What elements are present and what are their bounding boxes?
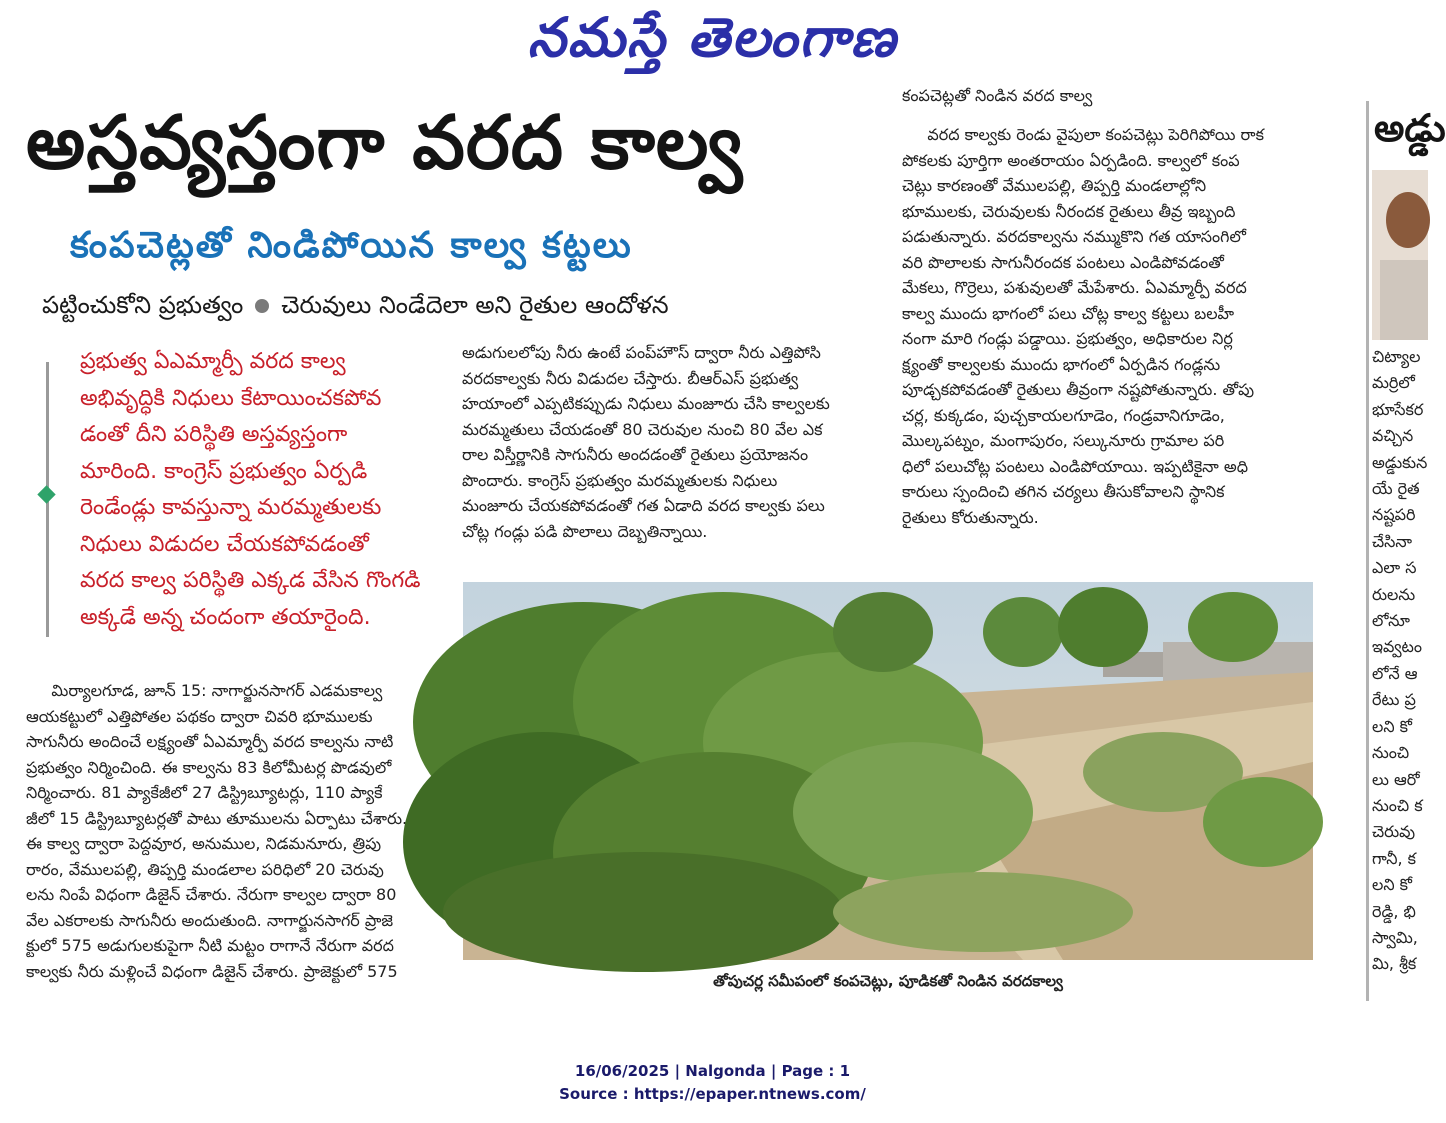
highlight-line: అక్కడే అన్న చందంగా తయారైంది. [80,604,371,630]
diamond-icon [37,485,55,503]
text-line: చిట్యాల [1372,347,1421,366]
photo-caption: తోపుచర్ల సమీపంలో కంపచెట్లు, పూడికతో నిండిన వరదకాల్వ [713,972,1063,990]
text-line: వరదకాల్వకు నీరు విడుదల చేస్తారు. బీఆర్‌ఎస్ ప్రభుత్వ [462,368,799,388]
footer-date-edition: 16/06/2025 | Nalgonda | Page : 1 [574,1062,851,1080]
text-line: కాల్వ ముందు భాగంలో పలు చోట్ల కాల్వ కట్టలు బలహీ [902,303,1235,323]
highlight-line: ప్రభుత్వ ఏఎమ్మార్పీ వరద కాల్వ [80,349,346,374]
text-line: గానీ, క [1372,848,1416,868]
text-line: కారులు స్పందించి తగిన చర్యలు తీసుకోవాలని స్థానిక [902,482,1225,501]
text-line: లను నింపే విధంగా డిజైన్ చేశారు. నేరుగా కాల్వల ద్వారా 80 [26,885,397,904]
text-line: మిర్యాలగూడ, జూన్ 15: నాగార్జునసాగర్ ఎడమకాల్వ [26,681,383,700]
text-line: జీలో 15 డిస్ట్రిబ్యూటర్లతో పాటు తూములను ఏర్పాటు చేశారు. [26,808,408,828]
highlight-box [80,344,440,636]
text-line: భూసేకర [1372,399,1424,419]
text-line: నష్టపరి [1372,505,1416,525]
kicker-left: పట్టించుకోని ప్రభుత్వం [42,291,244,319]
text-line: రారం, వేములపల్లి, తిప్పర్తి మండలాల పరిధిలో 20 చెరువు [26,859,384,879]
text-line: ఎలా స [1372,558,1417,578]
text-line: నిర్మించారు. 81 ప్యాకేజీలో 27 డిస్ట్రిబ్యూటర్లు, 110 ప్యాకే [26,783,383,802]
text-line: రెడ్డి, భి [1372,901,1416,921]
side-photo [1372,170,1428,340]
bullet-dot-icon [255,299,269,313]
canal-photo [463,582,1313,960]
clipped-subheading: కంపచెట్లతో నిండిన వరద కాల్వ [902,86,1093,105]
text-line: ఇవ్వటం [1372,637,1423,657]
page-footer [0,1060,1425,1106]
highlight-line: అభివృద్ధికి నిధులు కేటాయించకపోవ [80,385,382,411]
text-line: అడ్డుకున [1372,452,1428,472]
text-line: సాగునీరు అందించే లక్ష్యంతో ఏఎమ్మార్పీ వరద కాల్వను నాటి [26,732,394,751]
text-line: పోకలకు పూర్తిగా అంతరాయం ఏర్పడింది. కాల్వలో కంప [902,150,1240,170]
headline: అస్తవ్యస్తంగా వరద కాల్వ [26,100,744,186]
text-line: నంగా మారి గండ్లు పడ్డాయి. ప్రభుత్వం, అధికారుల నిర్ల [902,329,1233,348]
article-column-1 [26,678,438,984]
subheadline: కంపచెట్లతో నిండిపోయిన కాల్వ కట్టలు [70,225,633,266]
person-photo-illustration [1372,170,1428,340]
text-line: మొల్కపట్నం, మంగాపురం, సల్కునూరు గ్రామాల పరి [902,431,1225,450]
text-line: స్వామి, [1372,927,1418,947]
text-line: చోట్ల గండ్లు పడి పొలాలు దెబ్బతిన్నాయి. [462,521,708,541]
text-line: వేల ఎకరాలకు సాగునీరు అందుతుంది. నాగార్జునసాగర్ ప్రాజె [26,910,394,930]
text-line: వరి పొలాలకు సాగునీరందక పంటలు ఎండిపోవడంతో [902,252,1224,272]
masthead-logo: నమస్తే తెలంగాణ [527,6,898,69]
kicker [42,291,882,325]
article-column-2 [462,340,876,544]
text-line: భూములకు, చెరువులకు నీరందక రైతులు తీవ్ర ఇబ్బంది [902,201,1236,221]
text-line: మేకలు, గొర్రెలు, పశువులతో మేపేశారు. ఏఎమ్మార్పీ వరద [902,278,1247,297]
text-line: లని కో [1372,716,1413,736]
text-line: ఆయకట్టులో ఎత్తిపోతల పథకం ద్వారా చివరి భూములకు [26,706,373,726]
footer-source: Source : https://epaper.ntnews.com/ [559,1085,866,1103]
text-line: చర్ల, కుక్కడం, పుచ్చకాయలగూడెం, గండ్రవానిగూడెం, [902,405,1225,425]
highlight-line: మారింది. కాంగ్రెస్ ప్రభుత్వం ఏర్పడి [80,458,368,484]
text-line: క్టులో 575 అడుగులకుపైగా నీటి మట్టం రాగానే నేరుగా వరద [26,936,394,955]
text-line: నుంచి [1372,743,1410,763]
text-line: పొందారు. కాంగ్రెస్ ప్రభుత్వం మరమ్మతులకు నిధులు [462,470,778,490]
text-line: వరద కాల్వకు రెండు వైపులా కంపచెట్లు పెరిగిపోయి రాక [902,125,1265,144]
side-column-text [1372,344,1432,1004]
text-line: మరమ్మతులు చేయడంతో 80 చెరువుల నుంచి 80 వేల ఎక [462,419,823,439]
text-line: రాల విస్తీర్ణానికి సాగునీరు అందడంతో రైతులు ప్రయోజనం [462,445,809,464]
text-line: అడుగులలోపు నీరు ఉంటే పంప్‌హౌస్ ద్వారా నీరు ఎత్తిపోసి [462,343,821,362]
text-line: లోనే ఆ [1372,663,1418,683]
text-line: నుంచి క [1372,795,1423,815]
side-column-rule [1366,101,1369,1001]
text-line: రులను [1372,584,1416,604]
side-headline: అడ్డు [1374,106,1446,150]
text-line: చెరువు [1372,822,1416,842]
text-line: ఈ కాల్వ ద్వారా పెద్దవూర, అనుముల, నిడమనూరు, త్రిపు [26,834,382,853]
text-line: లని కో [1372,875,1413,895]
text-line: వచ్చిన [1372,426,1414,446]
highlight-line: రెండేండ్లు కావస్తున్నా మరమ్మతులకు [80,495,382,520]
text-line: చెట్లు కారణంతో వేములపల్లి, తిప్పర్తి మండలాల్లోని [902,176,1207,195]
canal-photo-illustration [463,582,1313,960]
text-line: ధిలో పలుచోట్ల పంటలు ఎండిపోయాయి. ఇప్పటికైనా అధి [902,456,1248,476]
highlight-line: డంతో దీని పరిస్థితి అస్తవ్యస్తంగా [80,422,348,447]
text-line: లు ఆరో [1372,769,1420,789]
text-line: మంజూరు చేయకపోవడంతో గత ఏడాది వరద కాల్వకు పలు [462,496,825,515]
text-line: కాల్వకు నీరు మళ్లించే విధంగా డిజైన్ చేశారు. ప్రాజెక్టులో 575 [26,961,398,981]
text-line: పూడ్చకపోవడంతో రైతులు తీవ్రంగా నష్టపోతున్నారు. తోపు [902,380,1255,399]
highlight-line: నిధులు విడుదల చేయకపోవడంతో [80,531,369,557]
highlight-line: వరద కాల్వ పరిస్థితి ఎక్కడ వేసిన గొంగడి [80,568,421,593]
text-line: రైతులు కోరుతున్నారు. [902,507,1039,527]
kicker-right: చెరువులు నిండేదెలా అని రైతుల ఆందోళన [281,291,669,319]
text-line: హయాంలో ఎప్పటికప్పుడు నిధులు మంజూరు చేసి కాల్వలకు [462,394,830,413]
text-line: పడుతున్నారు. వరదకాల్వను నమ్ముకొని గత యాసంగిలో [902,227,1246,246]
text-line: మి, శ్రీక [1372,954,1417,974]
text-line: రేటు ప్ర [1372,690,1416,710]
text-line: యే రైత [1372,479,1420,499]
text-line: చేసినా [1372,531,1413,551]
text-line: లోనూ [1372,611,1410,631]
text-line: క్ష్యంతో కాల్వలకు ముందు భాగంలో ఏర్పడిన గండ్లను [902,354,1221,374]
article-column-3 [902,122,1314,530]
text-line: ప్రభుత్వం నిర్మించింది. ఈ కాల్వను 83 కిలోమీటర్ల పొడవులో [26,757,392,777]
text-line: మర్రిలో [1372,373,1415,393]
